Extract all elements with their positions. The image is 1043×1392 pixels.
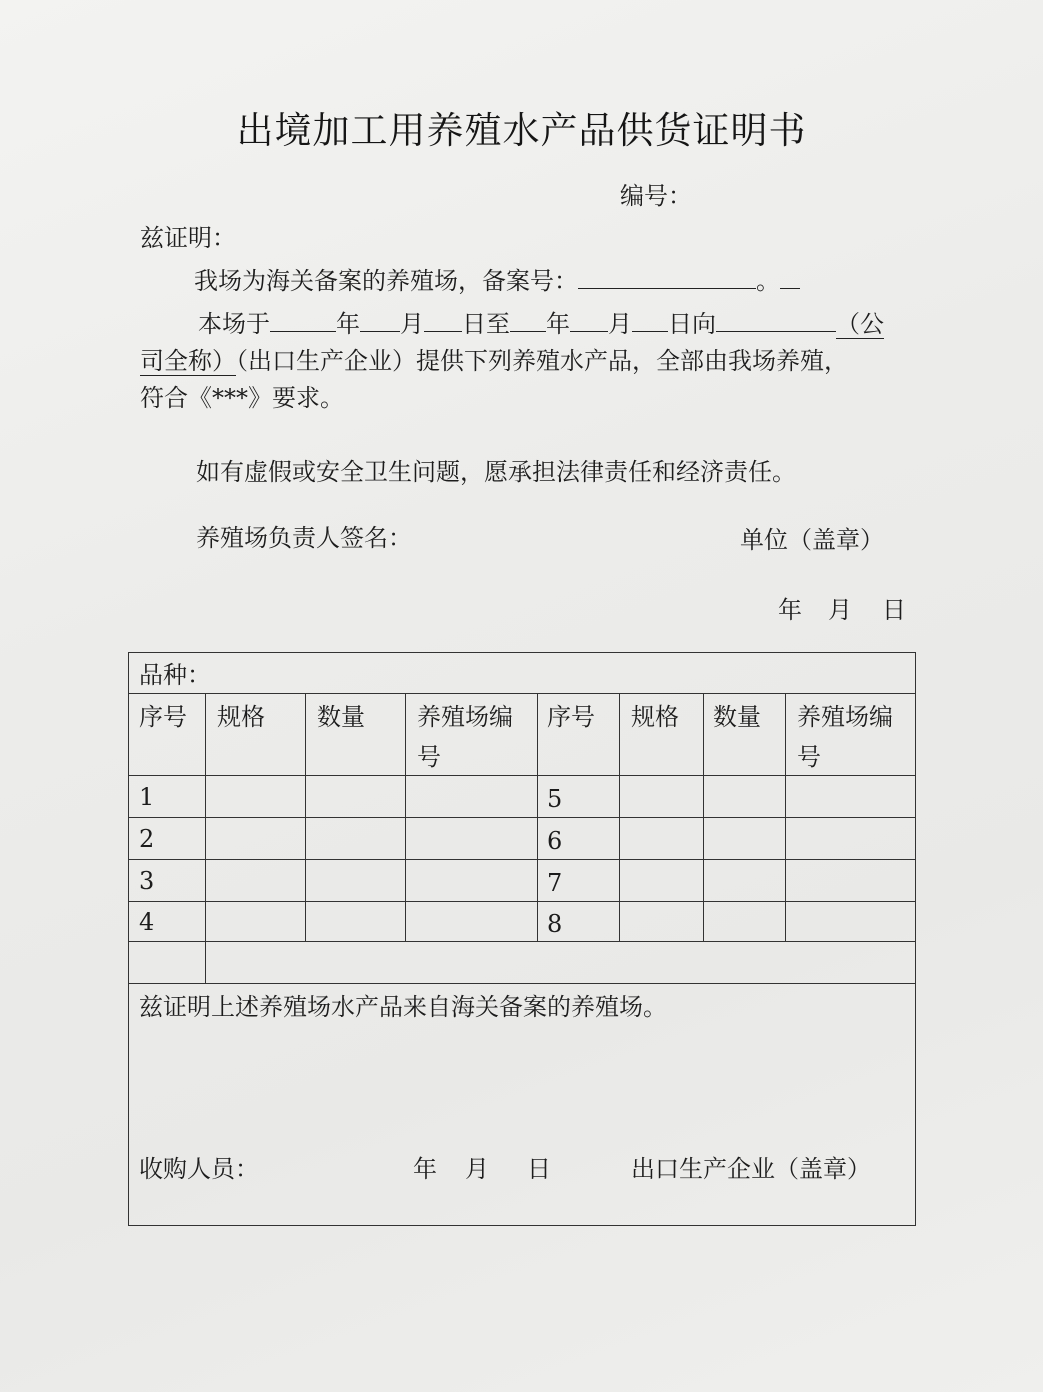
end-day-blank[interactable] — [632, 305, 668, 332]
company-hint-end: 司全称） — [140, 347, 236, 375]
company-hint-start: （公 — [836, 310, 884, 338]
header-qty-right: 数量 — [713, 703, 761, 731]
row-number: 6 — [547, 827, 563, 855]
header-seq-right: 序号 — [547, 703, 595, 731]
certify-text: 兹证明上述养殖场水产品来自海关备案的养殖场。 — [139, 993, 667, 1021]
row-number: 1 — [139, 783, 155, 811]
end-day-label: 日向 — [668, 310, 716, 338]
document-title: 出境加工用养殖水产品供货证明书 — [236, 109, 807, 152]
row-number: 4 — [139, 908, 155, 936]
enterprise-seal-label: 出口生产企业（盖章） — [631, 1155, 871, 1183]
liability-paragraph: 如有虚假或安全卫生问题，愿承担法律责任和经济责任。 — [196, 458, 796, 486]
supply-paragraph-line2 — [140, 345, 848, 377]
start-month-blank[interactable] — [360, 305, 400, 332]
start-year-blank[interactable] — [270, 305, 336, 332]
number-label: 编号： — [620, 182, 692, 210]
row-number: 2 — [139, 825, 155, 853]
header-spec-left: 规格 — [217, 703, 265, 731]
row-number: 3 — [139, 867, 155, 895]
header-spec-right: 规格 — [631, 703, 679, 731]
table-rule — [405, 693, 406, 941]
opening-text: 兹证明： — [140, 224, 236, 252]
registration-end: 。 — [756, 267, 780, 295]
table-rule — [129, 859, 915, 860]
row-number: 5 — [547, 785, 563, 813]
table-rule — [703, 693, 704, 941]
table-rule — [129, 941, 915, 942]
date-day: 日 — [882, 596, 906, 624]
table-rule — [129, 817, 915, 818]
supply-prefix: 本场于 — [198, 310, 270, 338]
registration-tail-line — [780, 262, 800, 289]
date-month: 月 — [828, 596, 852, 624]
registration-paragraph — [194, 262, 800, 297]
table-rule — [129, 983, 915, 984]
date-year: 年 — [778, 596, 802, 624]
document-date — [778, 594, 906, 626]
table-rule — [537, 693, 538, 941]
header-farm-no-right: 养殖场编 — [797, 703, 893, 731]
buyer-date-year: 年 — [413, 1155, 437, 1183]
table-rule — [619, 693, 620, 941]
supply-text-line2: （出口生产企业）提供下列养殖水产品，全部由我场养殖， — [236, 347, 848, 375]
row-number: 8 — [547, 910, 563, 938]
variety-label: 品种： — [139, 661, 211, 689]
start-day-label: 日至 — [462, 310, 510, 338]
variety-field[interactable] — [209, 655, 909, 691]
start-year-label: 年 — [336, 310, 360, 338]
signature-label: 养殖场负责人签名： — [196, 524, 412, 552]
supply-paragraph-line1 — [198, 305, 884, 340]
header-qty-left: 数量 — [317, 703, 365, 731]
header-seq-left: 序号 — [139, 703, 187, 731]
supply-paragraph-line3: 符合《***》要求。 — [140, 384, 344, 412]
product-table — [128, 652, 916, 1226]
buyer-label: 收购人员： — [139, 1155, 259, 1183]
buyer-date-day: 日 — [527, 1155, 551, 1183]
header-farm-no-right-2: 号 — [797, 743, 821, 771]
buyer-date-month: 月 — [465, 1155, 489, 1183]
table-rule — [305, 693, 306, 941]
unit-seal-label: 单位（盖章） — [740, 526, 884, 554]
registration-number-blank[interactable] — [578, 262, 756, 289]
registration-text: 我场为海关备案的养殖场，备案号： — [194, 267, 578, 295]
end-month-blank[interactable] — [570, 305, 608, 332]
table-rule — [785, 693, 786, 941]
company-name-blank[interactable] — [716, 305, 836, 332]
end-year-blank[interactable] — [510, 305, 546, 332]
end-month-label: 月 — [608, 310, 632, 338]
table-rule — [129, 901, 915, 902]
row-number: 7 — [547, 869, 563, 897]
table-rule — [205, 693, 206, 983]
end-year-label: 年 — [546, 310, 570, 338]
buyer-date — [413, 1149, 551, 1189]
header-farm-no-left-2: 号 — [417, 743, 441, 771]
start-month-label: 月 — [400, 310, 424, 338]
table-rule — [129, 693, 915, 694]
header-farm-no-left: 养殖场编 — [417, 703, 513, 731]
start-day-blank[interactable] — [424, 305, 462, 332]
